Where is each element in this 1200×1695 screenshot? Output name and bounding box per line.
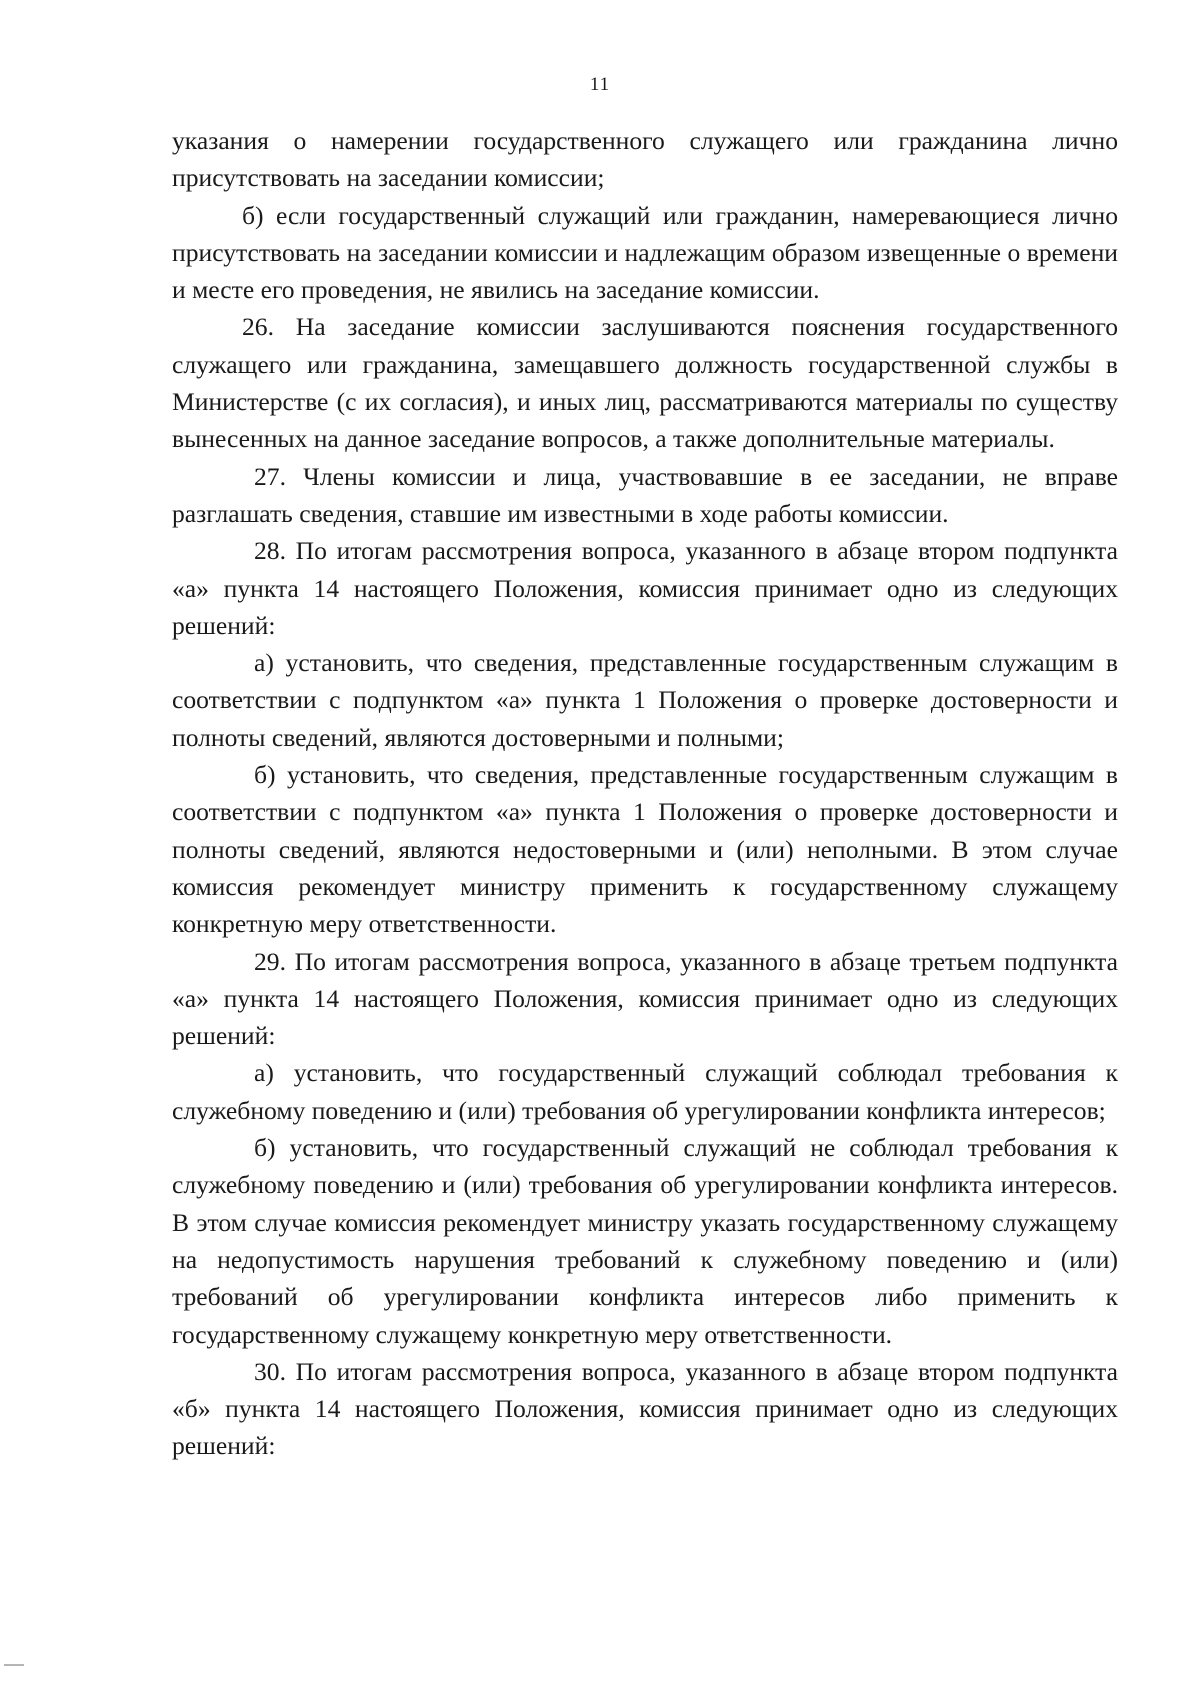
document-body [172, 122, 1118, 1465]
paragraph-item-29: 29. По итогам рассмотрения вопроса, указанного в абзаце третьем подпункта «а» пункта 14 настоящего Положения, комиссия принимает одно из следующих решений: [172, 946, 1118, 1051]
paragraph-item-28: 28. По итогам рассмотрения вопроса, указанного в абзаце втором подпункта «а» пункта 14 настоящего Положения, комиссия принимает одно из следующих решений: [172, 536, 1118, 640]
paragraph-item-29-a: а) установить, что государственный служащий соблюдал требования к служебному поведению и (или) требования об урегулировании конфликта интересов; [172, 1058, 1118, 1125]
paragraph-item-28-b: б) установить, что сведения, представленные государственным служащим в соответствии с подпунктом «а» пункта 1 Положения о проверке достоверности и полноты сведений, являются недостоверными и (или) неполными. В этом случае комиссия рекомендует министру применить к государственному служащему конкретную меру ответственности. [172, 760, 1118, 939]
page-number: 11 [589, 74, 611, 95]
paragraph-subitem-b: б) если государственный служащий или гражданин, намеревающиеся лично присутствовать на заседании комиссии и надлежащим образом извещенные о времени и месте его проведения, не явились на заседание комиссии. [172, 200, 1118, 305]
paragraph-item-30: 30. По итогам рассмотрения вопроса, указанного в абзаце втором подпункта «б» пункта 14 настоящего Положения, комиссия принимает одно из следующих решений: [172, 1356, 1118, 1461]
scan-edge-mark [4, 1664, 24, 1666]
paragraph-item-29-b: б) установить, что государственный служащий не соблюдал требования к служебному поведению и (или) требования об урегулировании конфликта интересов. В этом случае комиссия рекомендует министру указать государственному служащему на недопустимость нарушения требований к служебному поведению и (или) требований об урегулировании конфликта интересов либо применить к государственному служащему конкретную меру ответственности. [172, 1133, 1118, 1349]
paragraph-item-28-a: а) установить, что сведения, представленные государственным служащим в соответствии с подпунктом «а» пункта 1 Положения о проверке достоверности и полноты сведений, являются достоверными и полными; [172, 648, 1118, 752]
paragraph-continuation: указания о намерении государственного служащего или гражданина лично присутствовать на заседании комиссии; [172, 126, 1118, 193]
paragraph-item-27: 27. Члены комиссии и лица, участвовавшие в ее заседании, не вправе разглашать сведения, ставшие им известными в ходе работы комиссии. [172, 461, 1118, 528]
paragraph-item-26: 26. На заседание комиссии заслушиваются пояснения государственного служащего или гражданина, замещавшего должность государственной службы в Министерстве (с их согласия), и иных лиц, рассматриваются материалы по существу вынесенных на данное заседание вопросов, а также дополнительные материалы. [172, 312, 1118, 454]
